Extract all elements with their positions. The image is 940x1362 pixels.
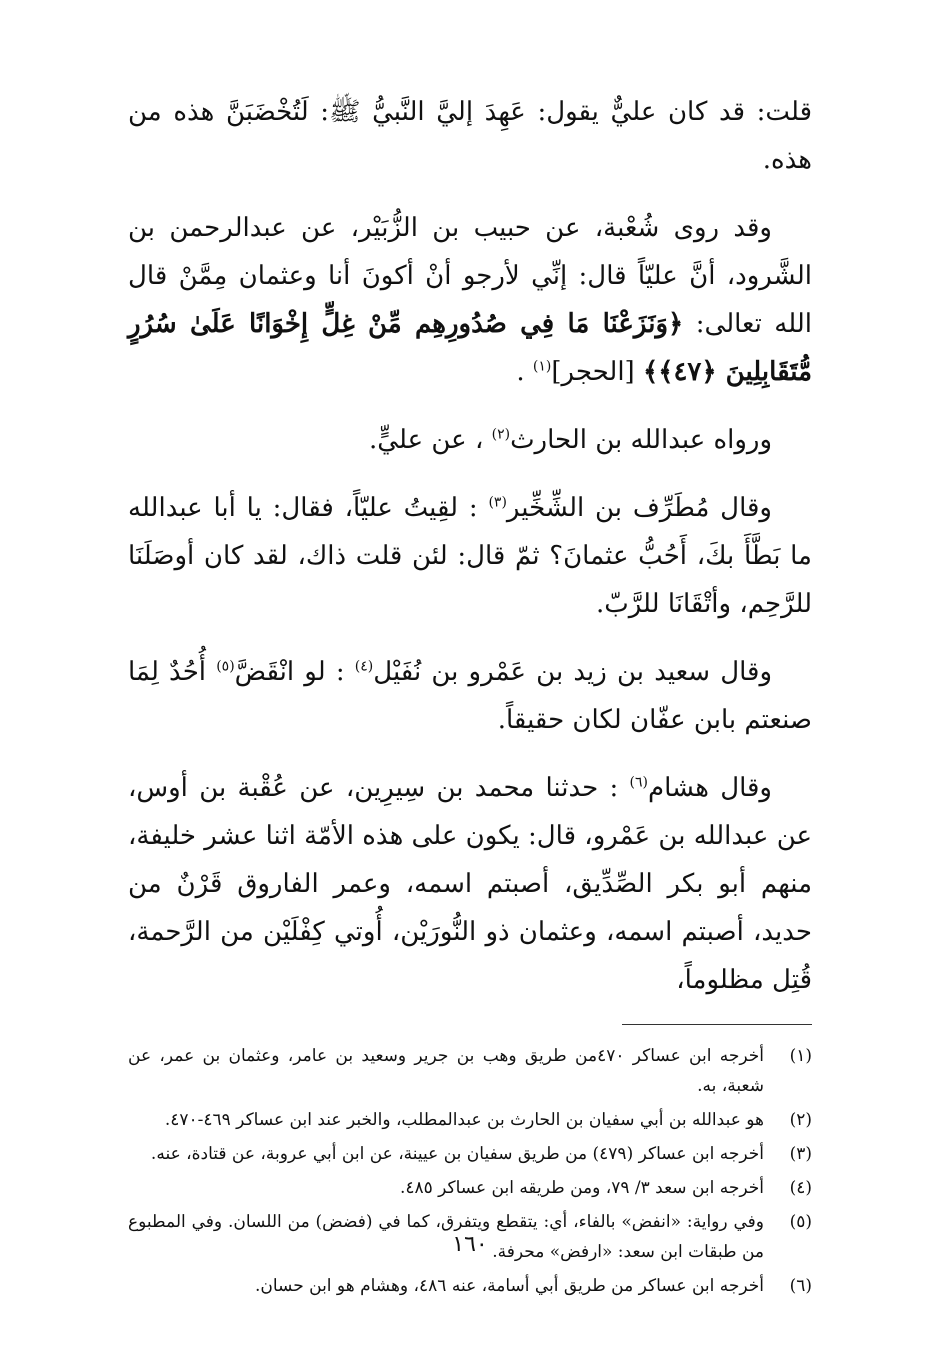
paragraph-text: وقد روى شُعْبة، عن حبيب بن الزُّبَيْر، عن عبدالرحمن بن الشَّرود، أنَّ عليّاً قال: إنِّي لأرجو أنْ أكونَ أنا وعثمان مِمَّنْ قال الله تعالى: — [128, 213, 813, 339]
footnote-6 — [128, 1271, 812, 1301]
paragraph-text: قلت: قد كان عليٌّ يقول: عَهِدَ إليَّ النَّبيُّ ﷺ: لَتُخْضَبَنَّ هذه من هذه. — [128, 97, 812, 175]
footnote-number: (٥) — [789, 1212, 812, 1232]
footnote-2 — [128, 1105, 812, 1135]
paragraph-text: وقال سعيد بن زيد بن عَمْرو بن نُفَيْل — [373, 657, 773, 687]
paragraph-2: وقد روى شُعْبة، عن حبيب بن الزُّبَيْر، عن عبدالرحمن بن الشَّرود، أنَّ عليّاً قال: إنِّي لأرجو أنْ أكونَ أنا وعثمان مِمَّنْ قال الله تعالى: ﴿وَنَزَعْنَا مَا فِي صُدُورِهِم مِّنْ غِلٍّ إِخْوَانًا عَلَىٰ سُرُرٍ مُّتَقَابِلِينَ ﴿٤٧﴾﴾ [الحجر]$^{(١)}$ . — [128, 213, 813, 387]
footnotes — [128, 1041, 812, 1301]
footnote-number: (٣) — [789, 1144, 812, 1164]
paragraph-text: ، عن عليٍّ. — [369, 425, 484, 455]
footnote-ref: (٢) — [491, 426, 511, 443]
footnote-ref: (٦) — [629, 774, 648, 791]
footnote-ref: (٤) — [354, 658, 374, 675]
paragraph-4 — [128, 484, 812, 628]
footnote-ref: (٣) — [488, 494, 507, 511]
paragraph-1 — [128, 88, 812, 184]
footnote-ref: (٥) — [216, 658, 235, 675]
paragraph-text: : لو انْقَضَّ — [234, 657, 345, 687]
footnote-number: (١) — [789, 1046, 812, 1066]
footnote-text: أخرجه ابن سعد ٣/ ٧٩، ومن طريقه ابن عساكر ٤٨٥. — [399, 1178, 764, 1198]
footnote-separator — [128, 1024, 812, 1025]
footnote-text: أخرجه ابن عساكر ٤٧٠من طريق وهب بن جرير وسعيد بن عامر، وعثمان بن عمر، عن شعبة، به. — [128, 1046, 764, 1096]
quran-verse: ﴿وَنَزَعْنَا مَا فِي صُدُورِهِم مِّنْ غِلٍّ إِخْوَانًا عَلَىٰ سُرُرٍ مُّتَقَابِلِينَ ﴿٤٧﴾﴾ — [128, 309, 812, 387]
footnote-3 — [128, 1139, 812, 1169]
footnote-number: (٤) — [789, 1178, 812, 1198]
footnote-text: هو عبدالله بن أبي سفيان بن الحارث بن عبدالمطلب، والخبر عند ابن عساكر ٤٦٩-٤٧٠. — [164, 1110, 764, 1130]
separator-line — [622, 1024, 812, 1025]
footnote-1 — [128, 1041, 812, 1101]
footnote-ref: (١) — [532, 358, 552, 375]
footnote-text: أخرجه ابن عساكر (٤٧٩) من طريق سفيان بن عيينة، عن ابن أبي عروبة، عن قتادة، عنه. — [150, 1144, 764, 1164]
footnote-text: أخرجه ابن عساكر من طريق أبي أسامة، عنه ٤٨٦، وهشام هو ابن حسان. — [254, 1276, 764, 1296]
paragraph-6 — [128, 764, 812, 1004]
surah-reference: [الحجر] — [551, 357, 635, 387]
footnote-text: وفي رواية: «انفض» بالفاء، أي: يتقطع ويتفرق، كما في (فضض) من اللسان. وفي المطبوع من طبقات ابن سعد: «ارفض» محرفة. — [128, 1212, 764, 1262]
paragraph-text: ورواه عبدالله بن الحارث — [510, 425, 772, 455]
paragraph-3 — [128, 416, 812, 464]
footnote-number: (٢) — [789, 1110, 812, 1130]
page-number: ١٦٠ — [452, 1232, 488, 1257]
footnote-4 — [128, 1173, 812, 1203]
main-text — [128, 88, 812, 1004]
paragraph-text: أُحُدٌ لِمَا صنعتم بابن عفّان لكان حقيقاً. — [128, 657, 812, 735]
paragraph-text: وقال مُطَرِّف بن الشِّخِّير — [506, 493, 772, 523]
paragraph-text: : حدثنا محمد بن سِيرِين، عن عُقْبة بن أوس، عن عبدالله بن عَمْرو، قال: يكون على هذه الأمّة اثنا عشر خليفة، منهم أبو بكر الصِّدِّيق، أصبتم اسمه، وعمر الفاروق قَرْنٌ من حديد، أصبتم اسمه، وعثمان ذو النُّورَيْن، أُوتي كِفْلَيْن من الرَّحمة، قُتِل مظلوماً، — [128, 773, 812, 995]
footnote-number: (٦) — [789, 1276, 812, 1296]
paragraph-text: : لقِيتُ عليّاً، فقال: يا أبا عبدالله ما بَطَّأَ بكَ، أَحُبُّ عثمانَ؟ ثمّ قال: لئن قلت ذاك، لقد كان أوصَلَنَا للرَّحِم، وأتْقَانَا للرَّبّ. — [128, 493, 812, 619]
paragraph-5 — [128, 648, 812, 744]
paragraph-text: وقال هشام — [647, 773, 772, 803]
